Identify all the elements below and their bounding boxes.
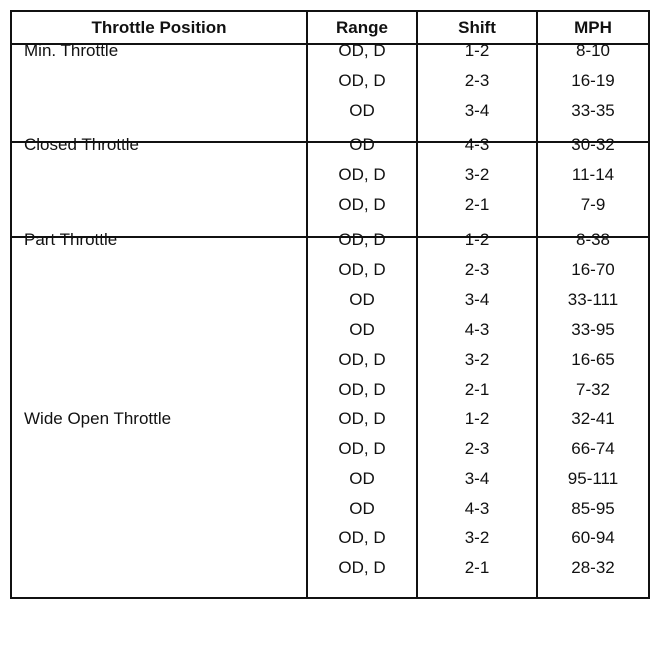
cell-mph: 11-14 xyxy=(571,165,615,184)
cell-mph: 60-94 xyxy=(571,528,615,547)
cell-range: OD, D xyxy=(338,409,386,428)
cell-mph: 16-65 xyxy=(571,350,615,369)
cell-range: OD, D xyxy=(338,41,386,60)
cell-range: OD, D xyxy=(338,195,386,214)
cell-range: OD xyxy=(349,290,375,309)
cell-shift: 3-4 xyxy=(464,290,490,309)
header-range: Range xyxy=(336,18,388,37)
shift-speed-table xyxy=(10,10,650,599)
cell-mph: 30-32 xyxy=(571,135,615,154)
cell-mph: 8-38 xyxy=(575,230,611,249)
cell-range: OD xyxy=(349,101,375,120)
cell-mph: 7-32 xyxy=(575,380,611,399)
cell-mph: 33-111 xyxy=(567,290,619,309)
cell-range: OD, D xyxy=(338,439,386,458)
cell-mph: 16-19 xyxy=(571,71,615,90)
cell-mph: 7-9 xyxy=(580,195,606,214)
cell-range: OD, D xyxy=(338,260,386,279)
cell-shift: 1-2 xyxy=(464,409,490,428)
cell-shift: 1-2 xyxy=(464,230,490,249)
cell-range: OD, D xyxy=(338,380,386,399)
header-mph: MPH xyxy=(574,18,612,37)
cell-mph: 8-10 xyxy=(575,41,611,60)
group-label: Min. Throttle xyxy=(24,41,119,60)
cell-mph: 33-35 xyxy=(571,101,615,120)
cell-mph: 33-95 xyxy=(571,320,615,339)
cell-shift: 2-3 xyxy=(464,71,490,90)
cell-range: OD, D xyxy=(338,558,386,577)
cell-range: OD, D xyxy=(338,350,386,369)
cell-shift: 3-4 xyxy=(464,469,490,488)
cell-shift: 1-2 xyxy=(464,41,490,60)
cell-shift: 2-1 xyxy=(464,380,490,399)
cell-shift: 3-2 xyxy=(464,350,490,369)
header-shift: Shift xyxy=(458,18,496,37)
cell-shift: 4-3 xyxy=(464,135,490,154)
cell-shift: 2-3 xyxy=(464,439,490,458)
group-label: Closed Throttle xyxy=(24,135,139,154)
cell-shift: 2-3 xyxy=(464,260,490,279)
cell-mph: 66-74 xyxy=(571,439,615,458)
cell-range: OD, D xyxy=(338,165,386,184)
header-throttle-position: Throttle Position xyxy=(91,18,227,37)
cell-range: OD xyxy=(349,499,375,518)
group-label: Part Throttle xyxy=(24,230,118,249)
cell-mph: 16-70 xyxy=(571,260,615,279)
cell-mph: 28-32 xyxy=(571,558,615,577)
cell-shift: 3-2 xyxy=(464,528,490,547)
cell-range: OD, D xyxy=(338,528,386,547)
cell-mph: 85-95 xyxy=(571,499,615,518)
cell-mph: 32-41 xyxy=(571,409,615,428)
cell-range: OD, D xyxy=(338,230,386,249)
cell-shift: 3-4 xyxy=(464,101,490,120)
cell-shift: 4-3 xyxy=(464,499,490,518)
cell-range: OD, D xyxy=(338,71,386,90)
cell-shift: 2-1 xyxy=(464,558,490,577)
cell-range: OD xyxy=(349,469,375,488)
cell-shift: 2-1 xyxy=(464,195,490,214)
cell-range: OD xyxy=(349,135,375,154)
group-label: Wide Open Throttle xyxy=(24,409,172,428)
cell-shift: 3-2 xyxy=(464,165,490,184)
cell-range: OD xyxy=(349,320,375,339)
cell-shift: 4-3 xyxy=(464,320,490,339)
cell-mph: 95-111 xyxy=(567,469,619,488)
